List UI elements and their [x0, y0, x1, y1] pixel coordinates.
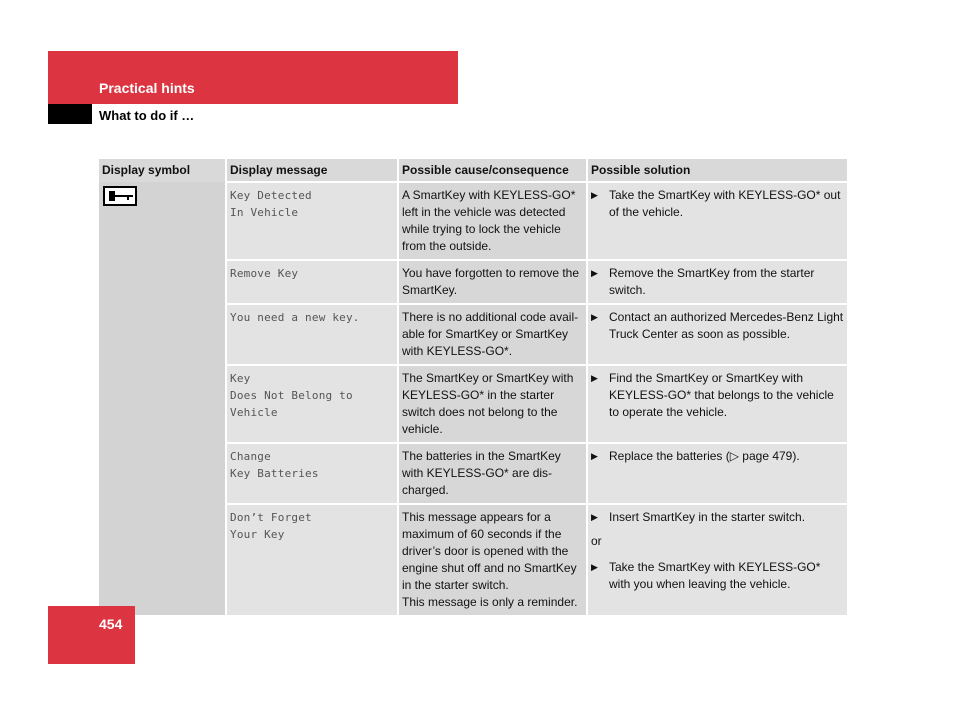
- display-message: You need a new key.: [226, 304, 398, 365]
- possible-cause: A SmartKey with KEYLESS-GO* left in the vehicle was detected while trying to lock the vehicle from the outside.: [398, 182, 587, 260]
- display-message: Change Key Batteries: [226, 443, 398, 504]
- header-band: [48, 51, 458, 104]
- possible-solution: ▶ Remove the SmartKey from the starter switch.: [587, 260, 847, 304]
- table-row: [99, 182, 847, 260]
- display-message: Don’t Forget Your Key: [226, 504, 398, 615]
- display-message: Remove Key: [226, 260, 398, 304]
- possible-cause: There is no additional code avail-able for SmartKey or SmartKey with KEYLESS-GO*.: [398, 304, 587, 365]
- possible-solution: ▶ Insert SmartKey in the starter switch. or ▶ Take the SmartKey with KEYLESS-GO* with you when leaving the vehicle.: [587, 504, 847, 615]
- column-header-cause: Possible cause/consequence: [398, 159, 587, 182]
- page-number: 454: [99, 616, 123, 632]
- column-header-message: Display message: [226, 159, 398, 182]
- arrow-bullet-icon: ▶: [591, 268, 598, 278]
- possible-solution: ▶ Contact an authorized Mercedes-Benz Light Truck Center as soon as possible.: [587, 304, 847, 365]
- table-header-row: [99, 159, 847, 182]
- column-header-symbol: Display symbol: [99, 159, 226, 182]
- page-number-box: [48, 606, 135, 664]
- arrow-bullet-icon: ▶: [591, 562, 598, 572]
- display-symbol-cell: [99, 182, 226, 615]
- possible-solution: ▶ Replace the batteries (▷ page 479).: [587, 443, 847, 504]
- possible-solution: ▶ Take the SmartKey with KEYLESS-GO* out of the vehicle.: [587, 182, 847, 260]
- arrow-bullet-icon: ▶: [591, 312, 598, 322]
- column-header-solution: Possible solution: [587, 159, 847, 182]
- key-icon: [103, 186, 137, 206]
- possible-cause: The SmartKey or SmartKey with KEYLESS-GO* in the starter switch does not belong to the vehicle.: [398, 365, 587, 443]
- possible-solution: ▶ Find the SmartKey or SmartKey with KEYLESS-GO* that belongs to the vehicle to operate the vehicle.: [587, 365, 847, 443]
- display-message: Key Does Not Belong to Vehicle: [226, 365, 398, 443]
- arrow-bullet-icon: ▶: [591, 373, 598, 383]
- possible-cause: The batteries in the SmartKey with KEYLESS-GO* are dis-charged.: [398, 443, 587, 504]
- or-separator: or: [591, 534, 602, 548]
- hints-table: [99, 159, 847, 615]
- cause-note: This message is only a reminder.: [402, 595, 578, 609]
- possible-cause: You have forgotten to remove the SmartKey.: [398, 260, 587, 304]
- subsection-title: What to do if …: [99, 108, 195, 123]
- section-marker: [48, 104, 92, 124]
- display-message: Key Detected In Vehicle: [226, 182, 398, 260]
- arrow-bullet-icon: ▶: [591, 451, 598, 461]
- arrow-bullet-icon: ▶: [591, 190, 598, 200]
- section-title: Practical hints: [99, 80, 195, 96]
- possible-cause: This message appears for a maximum of 60 seconds if the driver’s door is opened with the engine shut off and no SmartKey in the starter switch. This message is only a reminder.: [398, 504, 587, 615]
- arrow-bullet-icon: ▶: [591, 512, 598, 522]
